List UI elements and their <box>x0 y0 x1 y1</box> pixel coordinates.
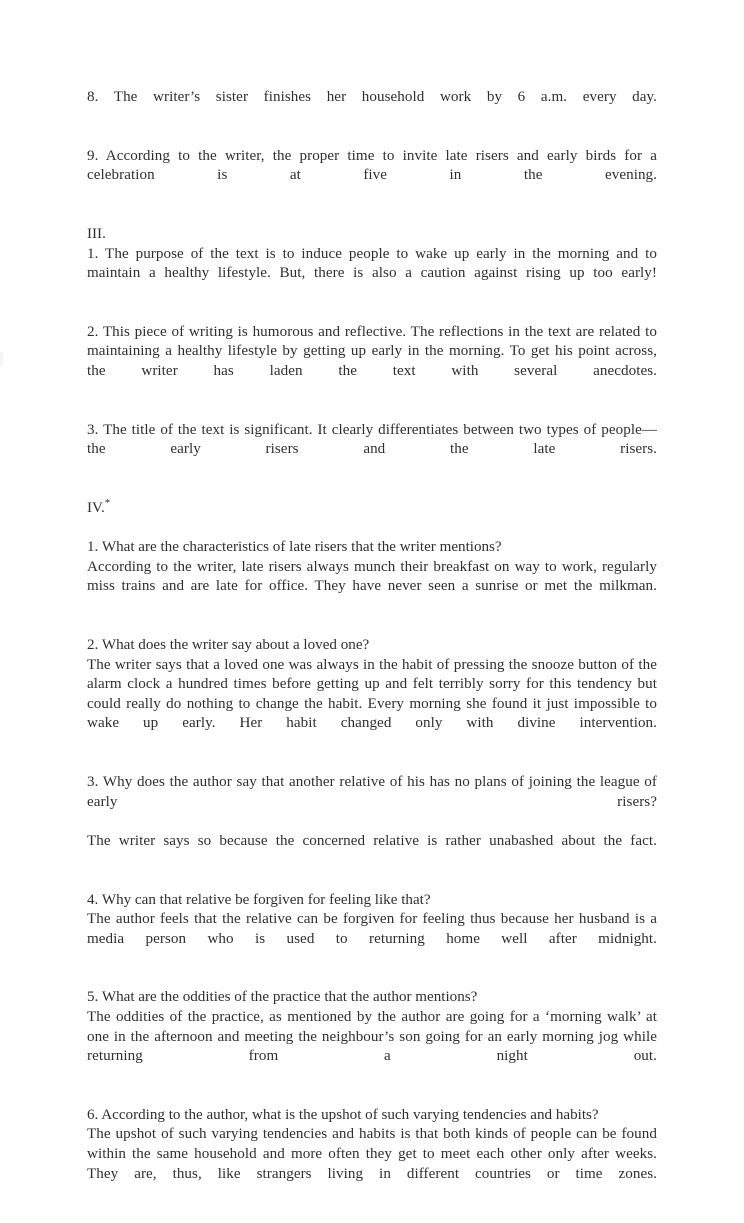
qa-block-1 <box>87 538 657 616</box>
answer-5: The oddities of the practice, as mentioned by the author are going for a ‘morning walk’ at one in the afternoon and meeting the neighbour’s son going for an early morning jog while returning from a night out. <box>87 1008 657 1065</box>
answer-2: The writer says that a loved one was always in the habit of pressing the snooze button of the alarm clock a hundred times before getting up and felt terribly sorry for this tendency but could really do nothing to change the habit. Every morning she found it just impossible to wake up early. Her habit changed only with divine intervention. <box>87 656 657 732</box>
answer-4: The author feels that the relative can be forgiven for feeling thus because her husband is a media person who is used to returning home well after midnight. <box>87 911 657 947</box>
scan-artifact <box>0 352 3 366</box>
qa-block-6 <box>87 1106 657 1204</box>
answer-item-9: 9. According to the writer, the proper time to invite late risers and early birds for a celebration is at five in the evening. <box>87 147 657 184</box>
section-three-item-3: 3. The title of the text is significant. It clearly differentiates between two types of people—the early risers and the late risers. <box>87 421 657 458</box>
qa-block-4 <box>87 891 657 969</box>
question-1: 1. What are the characteristics of late risers that the writer mentions? <box>87 539 502 556</box>
answer-1: According to the writer, late risers always munch their breakfast on way to work, regularly miss trains and are late for office. They have never seen a sunrise or met the milkman. <box>87 558 657 595</box>
answer-3: The writer says so because the concerned relative is rather unabashed about the fact. <box>87 832 657 849</box>
answer-item-8: 8. The writer’s sister finishes her household work by 6 a.m. every day. <box>87 89 657 105</box>
question-6: 6. According to the author, what is the upshot of such varying tendencies and habits? <box>87 1106 599 1123</box>
section-four-heading-label: IV. <box>87 500 105 516</box>
qa-block-3 <box>87 773 657 871</box>
document-text-column <box>87 88 657 1223</box>
answer-6: The upshot of such varying tendencies and habits is that both kinds of people can be found within the same household and more often they get to meet each other only after weeks. They are, thus, like strangers living in different countries or time zones. <box>87 1126 657 1182</box>
section-four-heading <box>87 496 657 519</box>
section-three-item-1: 1. The purpose of the text is to induce people to wake up early in the morning and to maintain a healthy lifestyle. But, there is also a caution against rising up too early! <box>87 245 657 282</box>
section-three-item-2: 2. This piece of writing is humorous and reflective. The reflections in the text are related to maintaining a healthy lifestyle by getting up early in the morning. To get his point across, the writer has laden the text with several anecdotes. <box>87 323 657 380</box>
qa-block-2 <box>87 636 657 754</box>
question-5: 5. What are the oddities of the practice that the author mentions? <box>87 989 478 1006</box>
question-2: 2. What does the writer say about a loved one? <box>87 636 370 653</box>
section-three-heading: III. <box>87 225 106 242</box>
question-4: 4. Why can that relative be forgiven for feeling like that? <box>87 891 431 908</box>
qa-block-5 <box>87 988 657 1086</box>
question-3: 3. Why does the author say that another relative of his has no plans of joining the league of early risers? <box>87 774 657 810</box>
footnote-marker: * <box>104 496 111 509</box>
section-three-block <box>87 225 657 303</box>
